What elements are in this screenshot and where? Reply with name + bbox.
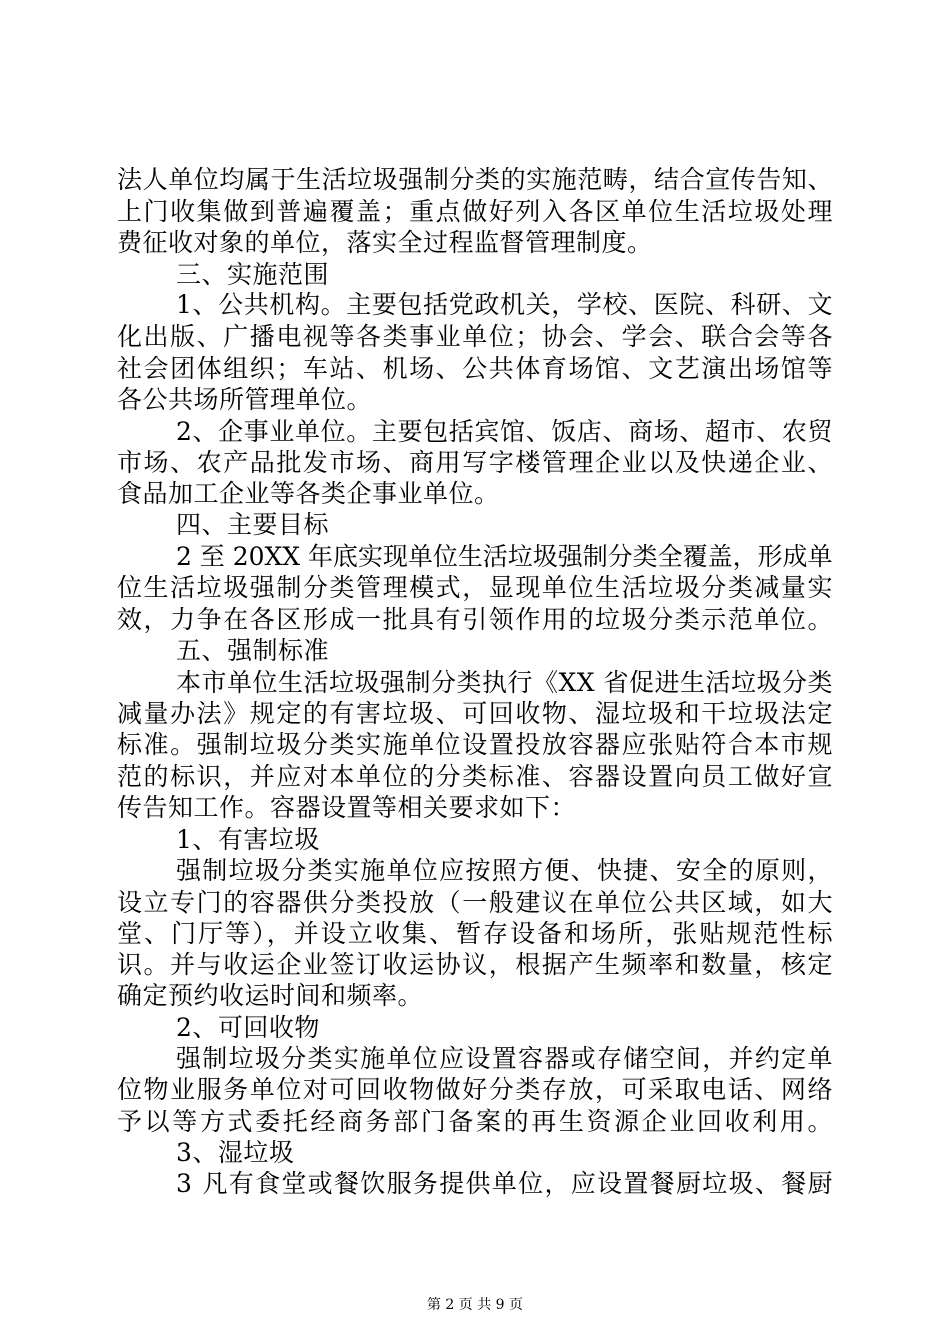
text-line: 予以等方式委托经商务部门备案的再生资源企业回收利用。 <box>117 1107 836 1136</box>
text-line: 化出版、广播电视等各类事业单位；协会、学会、联合会等各 <box>117 322 835 351</box>
page-footer: 第 2 页 共 9 页 <box>426 1297 524 1313</box>
text-line: 四、主要目标 <box>176 510 330 539</box>
text-line: 传告知工作。容器设置等相关要求如下： <box>117 793 577 822</box>
text-line: 设立专门的容器供分类投放（一般建议在单位公共区域，如大 <box>117 888 835 917</box>
text-line: 费征收对象的单位，落实全过程监督管理制度。 <box>117 228 653 257</box>
text-line: 上门收集做到普遍覆盖；重点做好列入各区单位生活垃圾处理 <box>117 197 835 226</box>
text-line: 3 凡有食堂或餐饮服务提供单位，应设置餐厨垃圾、餐厨 <box>176 1169 834 1198</box>
text-line: 2、企事业单位。主要包括宾馆、饭店、商场、超市、农贸 <box>176 417 834 446</box>
text-line: 强制垃圾分类实施单位应设置容器或存储空间，并约定单 <box>176 1044 834 1073</box>
text-line: 强制垃圾分类实施单位应按照方便、快捷、安全的原则， <box>176 856 834 885</box>
text-line: 市场、农产品批发市场、商用写字楼管理企业以及快递企业、 <box>117 448 835 477</box>
text-line: 位物业服务单位对可回收物做好分类存放，可采取电话、网络 <box>117 1075 835 1104</box>
text-line: 本市单位生活垃圾强制分类执行《XX 省促进生活垃圾分类 <box>176 668 833 697</box>
text-line: 堂、门厅等），并设立收集、暂存设备和场所，张贴规范性标 <box>117 919 835 948</box>
text-line: 法人单位均属于生活垃圾强制分类的实施范畴，结合宣传告知、 <box>117 165 834 194</box>
text-line: 2 至 20XX 年底实现单位生活垃圾强制分类全覆盖，形成单 <box>176 542 833 571</box>
text-line: 1、有害垃圾 <box>176 825 320 854</box>
text-line: 识。并与收运企业签订收运协议，根据产生频率和数量，核定 <box>117 950 835 979</box>
text-line: 各公共场所管理单位。 <box>117 385 373 414</box>
text-line: 三、实施范围 <box>176 260 330 289</box>
text-line: 食品加工企业等各类企事业单位。 <box>117 479 500 508</box>
text-line: 标准。强制垃圾分类实施单位设置投放容器应张贴符合本市规 <box>117 730 835 759</box>
text-line: 确定预约收运时间和频率。 <box>117 981 424 1010</box>
text-line: 效，力争在各区形成一批具有引领作用的垃圾分类示范单位。 <box>117 605 835 634</box>
text-line: 位生活垃圾强制分类管理模式，显现单位生活垃圾分类减量实 <box>117 573 835 602</box>
text-line: 社会团体组织；车站、机场、公共体育场馆、文艺演出场馆等 <box>117 354 835 383</box>
text-line: 1、公共机构。主要包括党政机关，学校、医院、科研、文 <box>176 290 834 319</box>
text-line: 3、湿垃圾 <box>176 1138 295 1167</box>
text-line: 五、强制标准 <box>176 636 330 665</box>
text-line: 减量办法》规定的有害垃圾、可回收物、湿垃圾和干垃圾法定 <box>117 699 835 728</box>
text-line: 2、可回收物 <box>176 1013 320 1042</box>
text-line: 范的标识，并应对本单位的分类标准、容器设置向员工做好宣 <box>117 762 835 791</box>
